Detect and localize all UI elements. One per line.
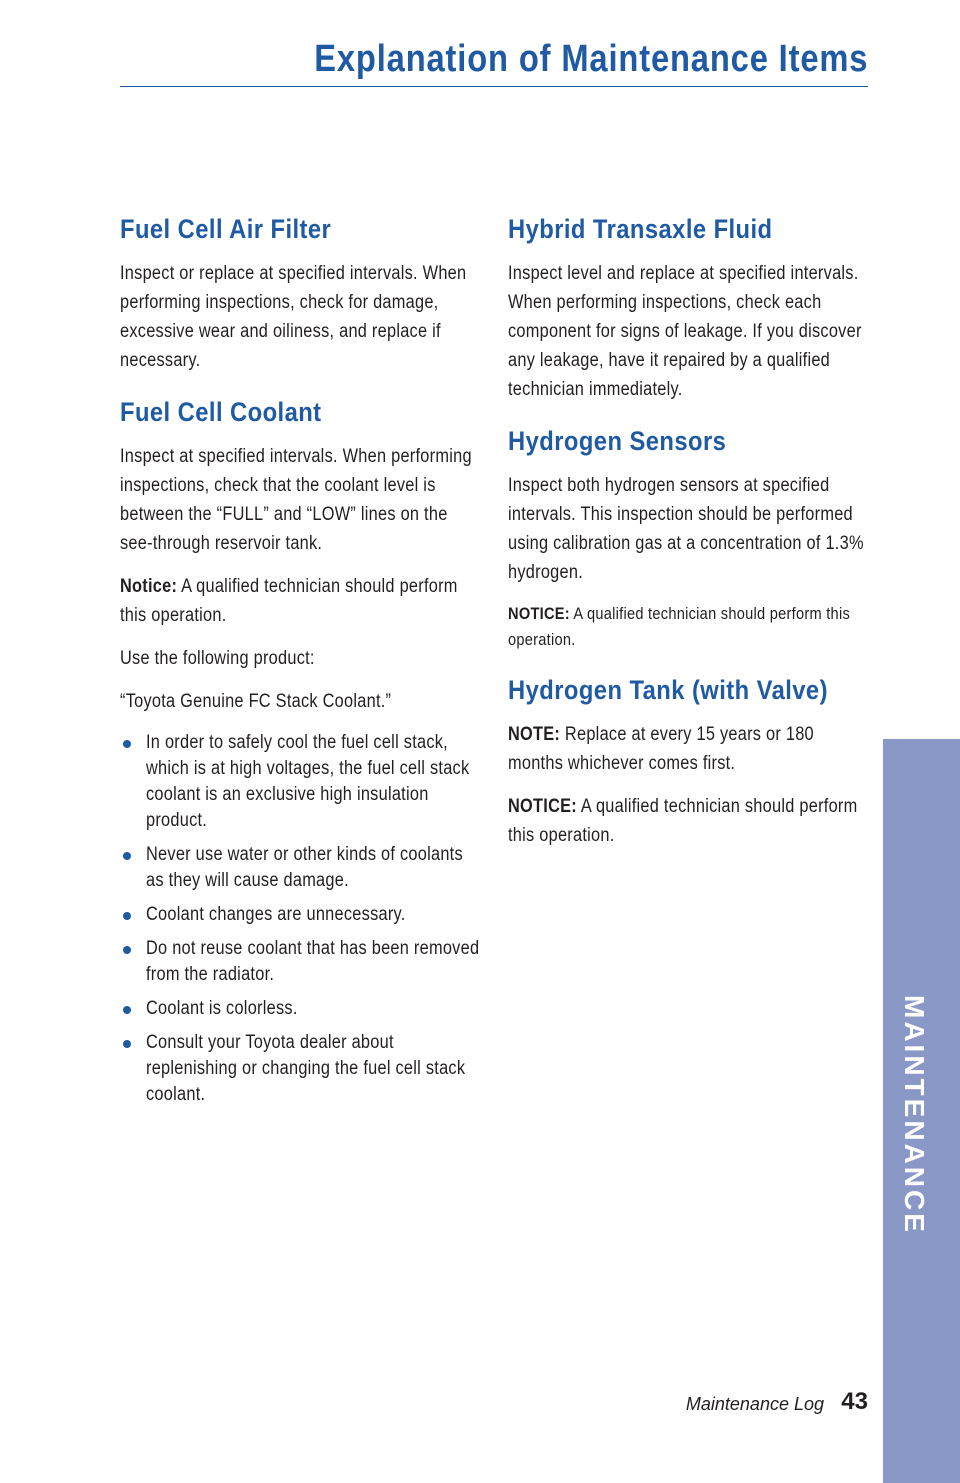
coolant-notice: [120, 572, 481, 630]
list-item: Coolant is colorless.: [120, 996, 480, 1022]
list-item: Never use water or other kinds of coolants as they will cause damage.: [120, 842, 480, 894]
bullet-icon: [123, 912, 131, 920]
sensors-heading: Hydrogen Sensors: [508, 426, 727, 456]
side-tab-label: MAINTENANCE: [899, 995, 930, 1235]
tank-heading: Hydrogen Tank (with Valve): [508, 675, 828, 705]
list-item: Coolant changes are unnecessary.: [120, 902, 480, 928]
right-column: [508, 214, 868, 864]
bullet-icon: [123, 946, 131, 954]
tank-notice: [508, 792, 869, 850]
list-item: Do not reuse coolant that has been removed from the radiator.: [120, 936, 480, 988]
bullet-icon: [123, 740, 131, 748]
bullet-icon: [123, 1040, 131, 1048]
coolant-heading: Fuel Cell Coolant: [120, 397, 322, 427]
coolant-notice-label: Notice:: [120, 576, 178, 597]
title-divider: [120, 86, 868, 87]
list-item: In order to safely cool the fuel cell stack, which is at high voltages, the fuel cell stack coolant is an exclusive high insulation product.: [120, 730, 480, 834]
list-item: Consult your Toyota dealer about replenishing or changing the fuel cell stack coolant.: [120, 1030, 480, 1108]
page-number: 43: [841, 1388, 868, 1415]
coolant-text: Inspect at specified intervals. When performing inspections, check that the coolant level is between the “FULL” and “LOW” lines on the see-through reservoir tank.: [120, 446, 472, 554]
coolant-product-name: “Toyota Genuine FC Stack Coolant.”: [120, 691, 392, 712]
bullet-icon: [123, 1006, 131, 1014]
transaxle-heading: Hybrid Transaxle Fluid: [508, 214, 773, 244]
tank-note: [508, 720, 869, 778]
bullet-icon: [123, 852, 131, 860]
tank-note-text: Replace at every 15 years or 180 months whichever comes first.: [508, 724, 814, 774]
sensors-notice: [508, 601, 869, 653]
page-title: Explanation of Maintenance Items: [313, 38, 868, 80]
tank-notice-label: NOTICE:: [508, 796, 577, 817]
coolant-product-intro: Use the following product:: [120, 648, 315, 669]
sensors-notice-text: A qualified technician should perform this operation.: [508, 604, 851, 649]
transaxle-text: Inspect level and replace at specified intervals. When performing inspections, check each component for signs of leakage. If you discover any leakage, have it repaired by a qualified technician immediately.: [508, 263, 862, 400]
air-filter-text: Inspect or replace at specified intervals. When performing inspections, check for damage, excessive wear and oiliness, and replace if necessary.: [120, 263, 467, 371]
footer-label: Maintenance Log: [685, 1394, 824, 1414]
tank-notice-text: A qualified technician should perform this operation.: [508, 796, 858, 846]
air-filter-heading: Fuel Cell Air Filter: [120, 214, 332, 244]
coolant-notice-text: A qualified technician should perform this operation.: [120, 576, 458, 626]
sensors-notice-label: NOTICE:: [508, 604, 570, 623]
tank-note-label: NOTE:: [508, 724, 561, 745]
left-column: [120, 214, 480, 1116]
sensors-text: Inspect both hydrogen sensors at specified intervals. This inspection should be performed using calibration gas at a concentration of 1.3% hydrogen.: [508, 475, 864, 583]
coolant-bullet-list: [120, 730, 480, 1108]
